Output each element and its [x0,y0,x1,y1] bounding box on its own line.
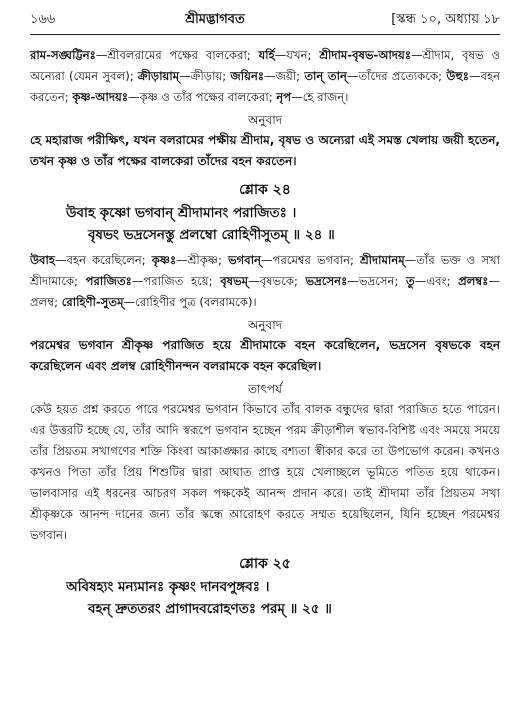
synonym-meaning: —শ্রীকৃষ্ণ; [176,253,222,267]
synonym-word: শ্রীদামানম্ [360,253,405,267]
synonym-meaning: —ভদ্রসেন; [347,274,399,288]
synonym-word: যর্হি [258,48,275,62]
book-title: শ্রীমদ্ভাগবত [185,12,245,27]
synonym-word: কৃষ্ণ-আদয়ঃ [72,90,128,104]
translation-24: পরমেশ্বর ভগবান শ্রীকৃষ্ণ পরাজিত হয়ে শ্রীদামাকে বহন করেছিলেন, ভদ্রসেন বৃষভকে বহন করেছিলেন এবং প্রলম্ব রোহিণীনন্দন বলরামকে বহন করেছিল। [30,338,500,373]
synonym-meaning: —রোহিণীর পুত্র (বলরামকে)। [123,295,257,309]
synonym-meaning: —প্রলম্ব; [30,274,501,309]
synonym-word: রোহিণী-সুতম্ [61,295,124,309]
translation-label-24: অনুবাদ [247,318,283,332]
synonym-word: উহুঃ [446,69,469,83]
header-rule [30,34,500,35]
synonyms-23 [30,45,500,108]
synonym-meaning: —বৃষভকে; [248,274,298,288]
synonym-word: ভগবান্ [228,253,261,267]
verse-24-title: শ্লোক ২৪ [239,182,291,198]
synonym-word: উবাহ [30,253,55,267]
translation-23: হে মহারাজ পরীক্ষিৎ, যখন বলরামের পক্ষীয় শ্রীদাম, বৃষভ ও অন্যেরা এই সমস্ত খেলায় জয়ী হতেন, তখন কৃষ্ণ ও তাঁর পক্ষের বালকেরা তাঁদের বহন করতেন। [30,133,500,168]
synonym-word: কৃষ্ণঃ [151,253,177,267]
synonym-meaning: —হে রাজন্। [291,90,349,104]
synonym-meaning: —এবং; [414,274,451,288]
synonym-meaning: —তাঁদের প্রত্যেককে; [346,69,443,83]
synonym-meaning: —বহন করতেন; [30,69,501,104]
purport-text: কেউ হয়ত প্রশ্ন করতে পারে পরমেশ্বর ভগবান কিভাবে তাঁর বালক বন্ধুদের দ্বারা পরাজিত হতে পারেন। এর উত্তরটি হচ্ছে যে, তাঁর আদি স্বরূপে ভগবান হচ্ছেন পরম ক্রীড়াশীল স্বভাব-বিশিষ্ট এবং সময়ে সময়ে তাঁর প্রিয়তম সখাগণের শক্তি কিংবা আকাঙ্ক্ষার কাছে বশ্যতা স্বীকার করে তা উপভোগ করেন। কখনও কখনও পিতা তাঁর প্রিয় শিশুটির দ্বারা আঘাত প্রাপ্ত হয়ে খেলাচ্ছলে ভূমিতে পতিত হয়ে থাকেন। ভালবাসার এই ধরনের আচরণ সকল পক্ষকেই আনন্দ প্রদান করে। তাই শ্রীদামা তাঁর প্রিয়তম সখা শ্রীকৃষ্ণকে আনন্দ দানের জন্য তাঁর স্কন্ধে আরোহণ করতে সম্মত হয়েছিলেন, যিনি হচ্ছেন পরমেশ্বর ভগবান। [30,402,500,542]
synonym-word: রাম-সঙ্ঘট্টিনঃ [30,48,96,62]
synonym-meaning: —পরমেশ্বর ভগবান; [261,253,354,267]
synonym-meaning: —শ্রীবলরামের পক্ষের বালকেরা; [95,48,251,62]
synonym-word: শ্রীদাম-বৃষভ-আদয়ঃ [319,48,411,62]
page-number: ১৬৬ [30,12,56,27]
synonym-word: ক্রীড়ায়াম্ [137,69,180,83]
synonym-word: প্রলম্বঃ [458,274,489,288]
synonyms-24 [30,250,500,313]
running-header [30,10,500,32]
verse-25-title: শ্লোক ২৫ [239,556,291,572]
synonym-word: পরাজিতঃ [85,274,132,288]
synonym-meaning: —পরাজিত হয়ে; [131,274,213,288]
page [30,10,500,620]
synonym-word: তু [406,274,415,288]
synonym-meaning: —কৃষ্ণ ও তাঁর পক্ষের বালকেরা; [128,90,273,104]
synonym-word: জয়িনঃ [230,69,265,83]
synonym-word: তান্ তান্ [304,69,347,83]
purport-label: তাৎপর্য [248,382,282,396]
verse-25-line-1: অবিষহ্যং মন্যমানঃ কৃষ্ণং দানবপুঙ্গবঃ । [66,579,270,595]
synonym-word: বৃষভম্ [220,274,249,288]
synonym-meaning: —জয়ী; [264,69,301,83]
verse-24-line-2: বৃষভং ভদ্রসেনস্তু প্রলম্বো রোহিণীসুতম্ ॥ ২৪ ॥ [88,227,335,243]
section-reference: [স্কন্ধ ১০, অধ্যায় ১৮ [391,12,500,27]
synonym-meaning: —বহন করেছিলেন; [54,253,146,267]
synonym-word: ভদ্রসেনঃ [305,274,348,288]
verse-24-line-1: উবাহ কৃষ্ণো ভগবান্ শ্রীদামানং পরাজিতঃ । [66,205,297,221]
translation-label-23: অনুবাদ [247,113,283,127]
synonym-word: নৃপ [276,90,292,104]
verse-25-line-2: বহন্ দ্রুততরং প্রাগাদবরোহণতঃ পরম্ ॥ ২৫ ॥ [88,601,332,617]
synonym-meaning: —শ্রীদাম, বৃষভ ও অন্যেরা (যেমন সুবল); [30,48,501,83]
synonym-meaning: —যখন; [274,48,312,62]
synonym-meaning: —তাঁর ভক্ত ও সখা শ্রীদামাকে; [30,253,501,288]
synonym-meaning: —ক্রীড়ায়; [179,69,227,83]
